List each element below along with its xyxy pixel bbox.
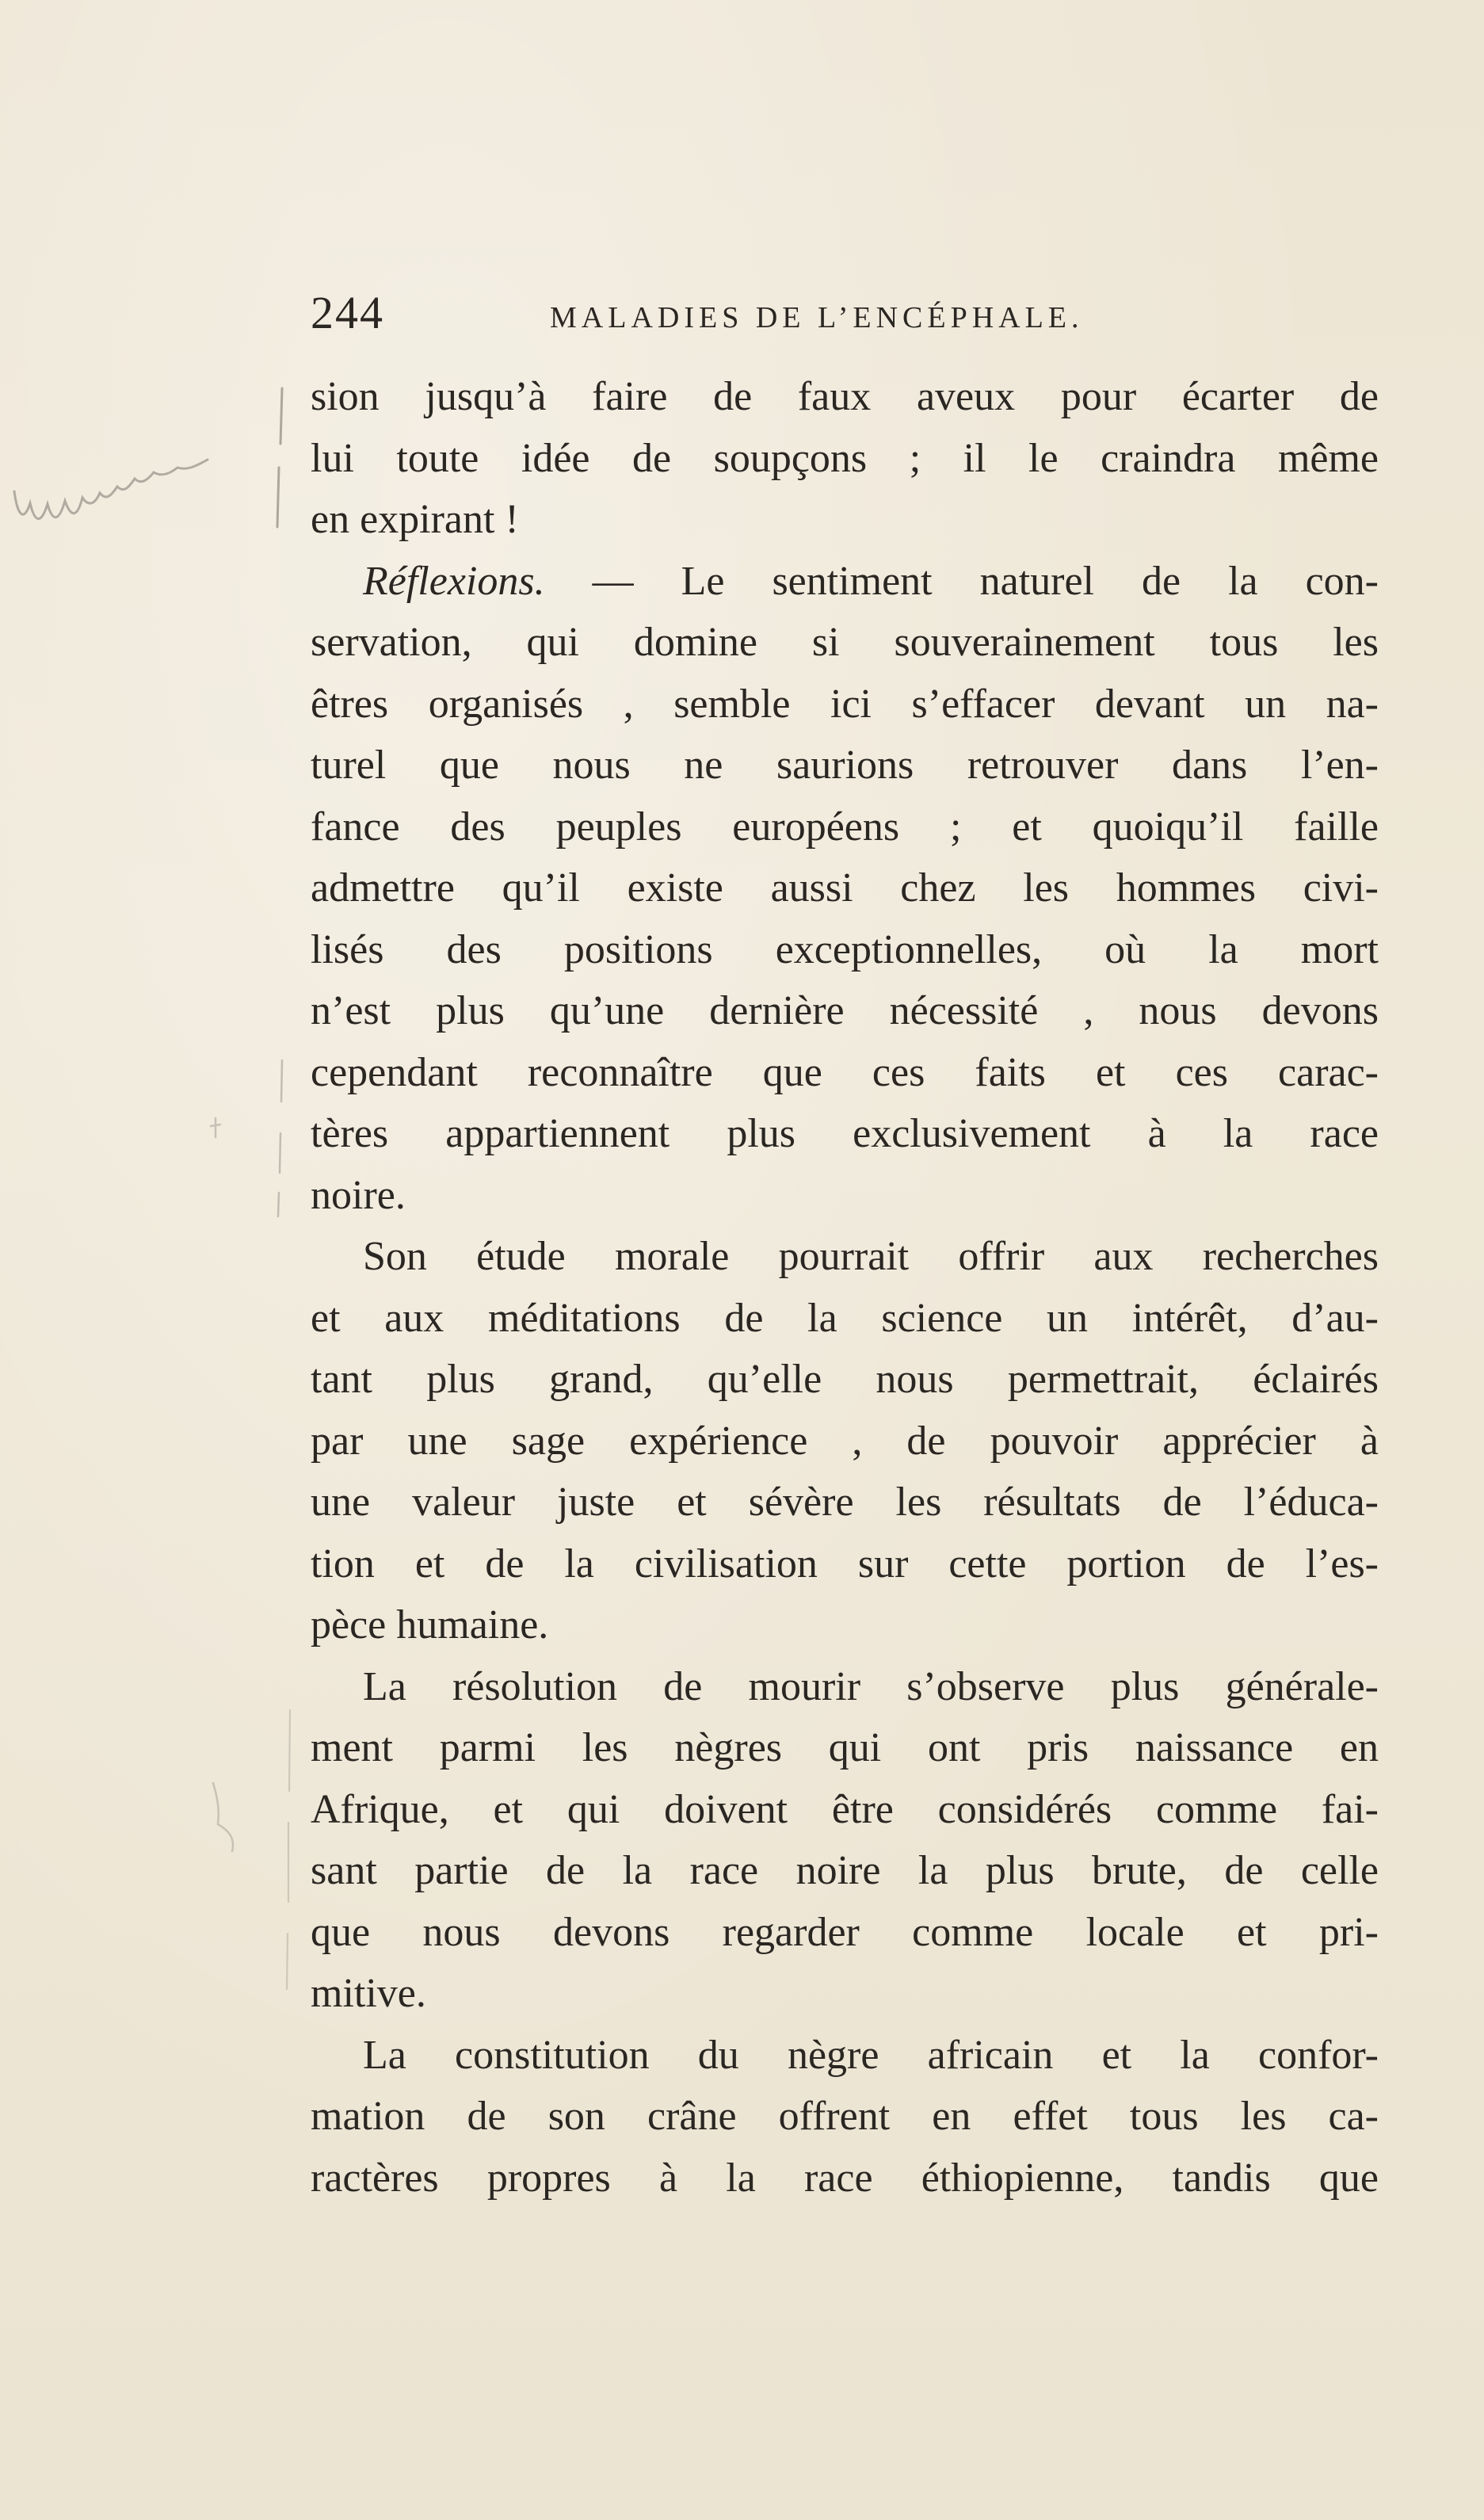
- body-text: [311, 366, 1379, 2209]
- line-text: tion et de la civilisation sur cette portion de l’es-: [311, 1541, 1379, 1586]
- line-text: pèce humaine.: [311, 1602, 549, 1648]
- line-text: ment parmi les nègres qui ont pris naissance en: [311, 1725, 1379, 1770]
- line-text: lui toute idée de soupçons ; il le craindra même: [311, 435, 1379, 481]
- line-text: La résolution de mourir s’observe plus générale-: [363, 1663, 1379, 1709]
- line-text: Afrique, et qui doivent être considérés comme fai-: [311, 1786, 1379, 1832]
- line-text: une valeur juste et sévère les résultats de l’éduca-: [311, 1480, 1379, 1525]
- text-line: [311, 1840, 1379, 1902]
- text-line: [311, 2148, 1379, 2209]
- italic-lead-word: Réflexions.: [363, 558, 545, 604]
- line-text: admettre qu’il existe aussi chez les hommes civi-: [311, 865, 1379, 911]
- line-text: par une sage expérience , de pouvoir apprécier à: [311, 1418, 1379, 1464]
- text-line: [311, 551, 1379, 613]
- text-line: [311, 1288, 1379, 1350]
- text-line: [311, 2025, 1379, 2087]
- text-line: [311, 1226, 1379, 1288]
- line-text: noire.: [311, 1172, 406, 1218]
- line-text: cependant reconnaître que ces faits et ces carac-: [311, 1049, 1379, 1095]
- line-text: — Le sentiment naturel de la con-: [544, 558, 1379, 604]
- text-line: [311, 919, 1379, 981]
- line-text: êtres organisés , semble ici s’effacer devant un na-: [311, 681, 1379, 727]
- pencil-dot-mark: [204, 1113, 228, 1145]
- text-line: [311, 428, 1379, 490]
- line-text: turel que nous ne saurions retrouver dans l’en-: [311, 743, 1379, 788]
- text-line: [311, 857, 1379, 919]
- running-header: [311, 285, 1372, 341]
- pencil-bracket-mark-lower: [269, 1054, 293, 1220]
- text-line: [311, 980, 1379, 1042]
- text-line: [311, 1165, 1379, 1227]
- text-line: [311, 735, 1379, 796]
- line-text: mation de son crâne offrent en effet tous les ca-: [311, 2094, 1379, 2139]
- text-line: [311, 1103, 1379, 1165]
- line-text: La constitution du nègre africain et la confor-: [363, 2032, 1379, 2078]
- text-line: [311, 1656, 1379, 1718]
- text-line: [311, 2086, 1379, 2148]
- line-text: sant partie de la race noire la plus brute, de celle: [311, 1848, 1379, 1893]
- running-title: MALADIES DE L’ENCÉPHALE.: [550, 301, 1084, 334]
- pencil-curve-mark: [202, 1775, 250, 1862]
- line-text: Son étude morale pourrait offrir aux recherches: [363, 1234, 1379, 1279]
- line-text: lisés des positions exceptionnelles, où la mort: [311, 926, 1379, 972]
- text-line: [311, 1902, 1379, 1964]
- line-text: et aux méditations de la science un intérêt, d’au-: [311, 1295, 1379, 1341]
- text-line: [311, 1717, 1379, 1779]
- pencil-bracket-mark-bottom: [279, 1704, 303, 1997]
- text-line: [311, 796, 1379, 858]
- text-line: [311, 1533, 1379, 1595]
- text-line: [311, 1779, 1379, 1841]
- text-line: [311, 1349, 1379, 1411]
- line-text: n’est plus qu’une dernière nécessité , nous devons: [311, 988, 1379, 1033]
- pencil-scribble-mark: [0, 428, 230, 547]
- text-line: [311, 1472, 1379, 1533]
- line-text: mitive.: [311, 1971, 426, 2016]
- line-text: ractères propres à la race éthiopienne, tandis que: [311, 2155, 1379, 2201]
- text-line: [311, 366, 1379, 428]
- line-text: tères appartiennent plus exclusivement à la race: [311, 1111, 1379, 1156]
- line-text: sion jusqu’à faire de faux aveux pour écarter de: [311, 374, 1379, 419]
- line-text: servation, qui domine si souverainement tous les: [311, 620, 1379, 665]
- line-text: en expirant !: [311, 497, 519, 542]
- text-line: [311, 1594, 1379, 1656]
- line-text: que nous devons regarder comme locale et pri-: [311, 1909, 1379, 1955]
- text-line: [311, 489, 1379, 551]
- page-number: 244: [311, 287, 384, 338]
- line-text: tant plus grand, qu’elle nous permettrait, éclairés: [311, 1357, 1379, 1402]
- text-line: [311, 1963, 1379, 2025]
- text-line: [311, 1411, 1379, 1472]
- text-line: [311, 674, 1379, 735]
- line-text: fance des peuples européens ; et quoiqu’il faille: [311, 804, 1379, 850]
- text-line: [311, 612, 1379, 674]
- text-line: [311, 1042, 1379, 1104]
- pencil-bracket-mark: [268, 380, 292, 539]
